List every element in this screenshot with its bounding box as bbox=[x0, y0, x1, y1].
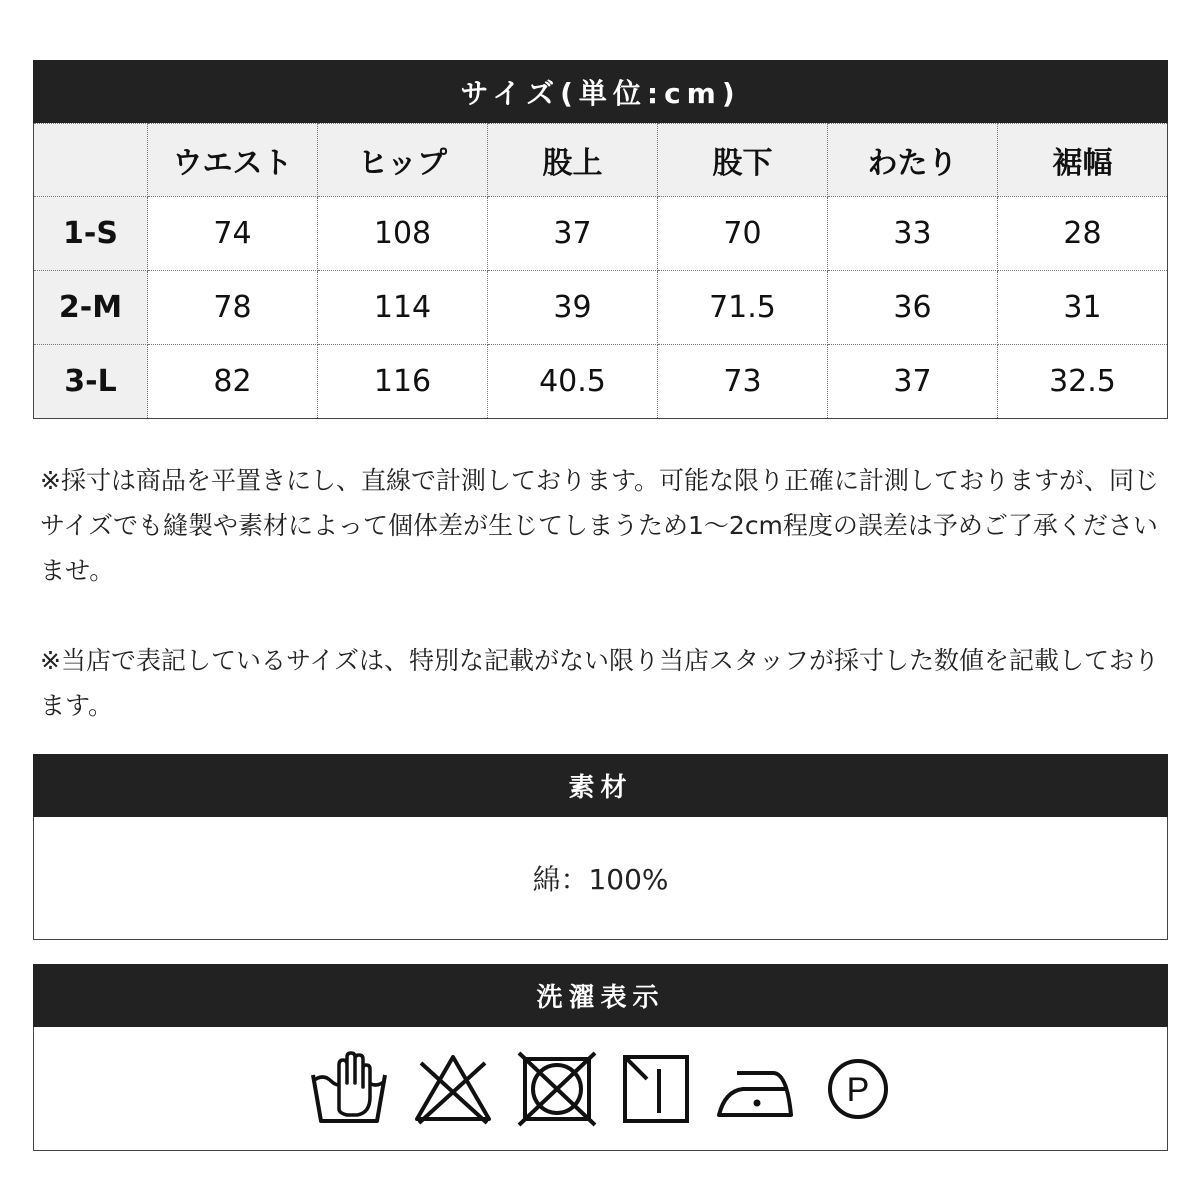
table-cell: 37 bbox=[488, 197, 658, 271]
header-cell-thigh: わたり bbox=[828, 124, 998, 197]
size-section bbox=[33, 60, 1168, 419]
no-tumble-dry-icon bbox=[517, 1051, 597, 1127]
table-cell: 74 bbox=[148, 197, 318, 271]
table-cell: 39 bbox=[488, 271, 658, 345]
measurement-note: ※採寸は商品を平置きにし、直線で計測しております。可能な限り正確に計測しておりますが、同じサイズでも縫製や素材によって個体差が生じてしまうため1～2cm程度の誤差は予めご了承くださいませ。 bbox=[40, 466, 1159, 585]
dry-clean-p-icon bbox=[823, 1051, 893, 1127]
table-cell: 28 bbox=[998, 197, 1168, 271]
header-cell-waist: ウエスト bbox=[148, 124, 318, 197]
material-section bbox=[33, 754, 1168, 940]
row-label: 1-S bbox=[34, 197, 148, 271]
table-cell: 114 bbox=[318, 271, 488, 345]
table-cell: 73 bbox=[658, 345, 828, 419]
care-symbols bbox=[33, 1027, 1168, 1151]
table-cell: 71.5 bbox=[658, 271, 828, 345]
table-cell: 40.5 bbox=[488, 345, 658, 419]
table-cell: 32.5 bbox=[998, 345, 1168, 419]
row-label: 3-L bbox=[34, 345, 148, 419]
table-cell: 37 bbox=[828, 345, 998, 419]
size-section-title: サイズ(単位:cm) bbox=[33, 60, 1168, 123]
line-dry-shade-icon bbox=[621, 1051, 691, 1127]
table-cell: 33 bbox=[828, 197, 998, 271]
hand-wash-icon bbox=[309, 1051, 389, 1127]
iron-low-icon bbox=[715, 1051, 799, 1127]
table-row bbox=[34, 271, 1168, 345]
header-cell-empty bbox=[34, 124, 148, 197]
material-value: 綿：100% bbox=[33, 817, 1168, 940]
table-cell: 82 bbox=[148, 345, 318, 419]
size-notes bbox=[40, 458, 1165, 728]
size-table-header-row bbox=[34, 124, 1168, 197]
table-cell: 70 bbox=[658, 197, 828, 271]
header-cell-inseam: 股下 bbox=[658, 124, 828, 197]
row-label: 2-M bbox=[34, 271, 148, 345]
table-row bbox=[34, 345, 1168, 419]
table-cell: 78 bbox=[148, 271, 318, 345]
size-table bbox=[33, 123, 1168, 419]
material-section-title: 素材 bbox=[33, 754, 1168, 817]
header-cell-hip: ヒップ bbox=[318, 124, 488, 197]
care-section-title: 洗濯表示 bbox=[33, 964, 1168, 1027]
dry-clean-letter: P bbox=[846, 1070, 869, 1109]
table-row bbox=[34, 197, 1168, 271]
store-size-note: ※当店で表記しているサイズは、特別な記載がない限り当店スタッフが採寸した数値を記載しております。 bbox=[40, 646, 1159, 720]
no-bleach-icon bbox=[413, 1051, 493, 1127]
table-cell: 116 bbox=[318, 345, 488, 419]
header-cell-rise: 股上 bbox=[488, 124, 658, 197]
table-cell: 36 bbox=[828, 271, 998, 345]
table-cell: 108 bbox=[318, 197, 488, 271]
care-section bbox=[33, 964, 1168, 1151]
table-cell: 31 bbox=[998, 271, 1168, 345]
header-cell-hem: 裾幅 bbox=[998, 124, 1168, 197]
